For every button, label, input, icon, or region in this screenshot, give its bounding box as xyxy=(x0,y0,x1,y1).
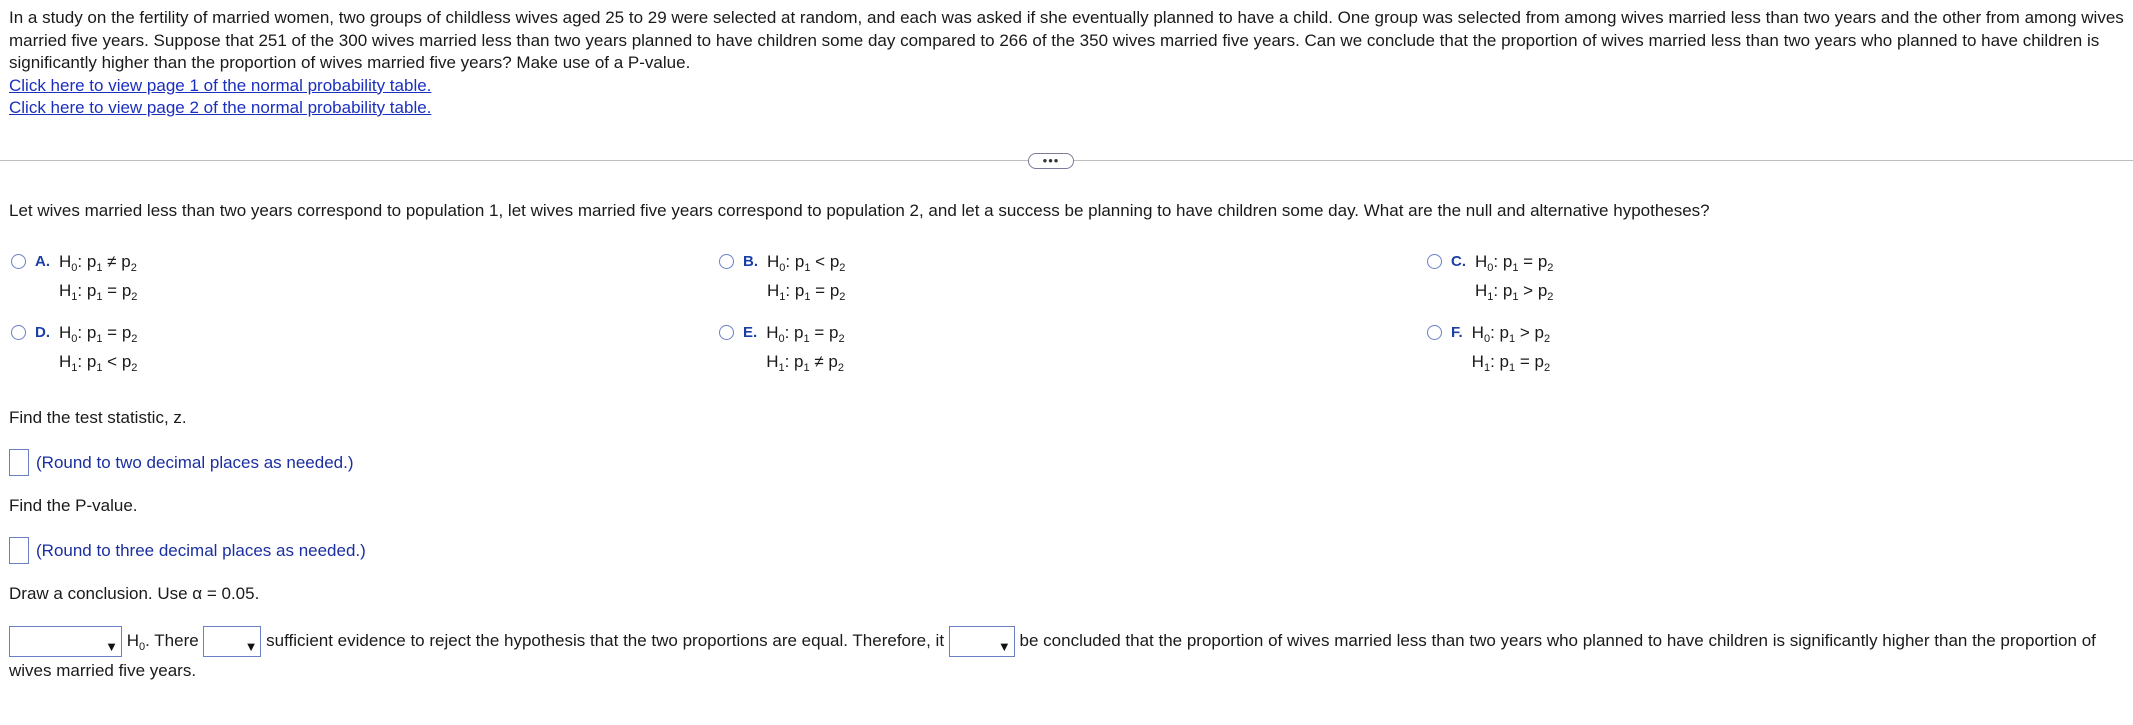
option-b-letter: B. xyxy=(743,253,758,270)
conclusion-mid-text: sufficient evidence to reject the hypothesis that the two proportions are equal. Therefore, it xyxy=(266,630,945,650)
test-statistic-hint: (Round to two decimal places as needed.) xyxy=(36,452,354,472)
hypotheses-prompt: Let wives married less than two years correspond to population 1, let wives married five years correspond to population 2, and let a success be planning to have children some day. What are the null and alternative hypotheses? xyxy=(9,201,1710,220)
option-f-h0: $H_0$: $p_1 > p_2$ xyxy=(1471,323,1551,345)
option-c-letter: C. xyxy=(1451,253,1466,270)
option-f-h1-relation: = xyxy=(1519,352,1530,371)
option-f-letter: F. xyxy=(1451,324,1463,341)
option-d-h1: $H_1$: $p_1 < p_2$ xyxy=(59,352,138,374)
option-b-h0: $H_0$: $p_1 < p_2$ xyxy=(767,252,846,274)
can-cannot-dropdown-arrow-icon: ▼ xyxy=(997,639,1011,654)
conclusion-prompt: Draw a conclusion. Use α = 0.05. xyxy=(9,584,260,603)
option-c-hypotheses xyxy=(1475,247,1553,305)
normal-table-page1-link[interactable]: Click here to view page 1 of the normal probability table. xyxy=(9,75,432,95)
option-d-h1-relation: < xyxy=(107,352,118,371)
option-e-h1: $H_1$: $p_1 \ne p_2$ xyxy=(766,352,845,374)
option-a[interactable] xyxy=(11,251,137,305)
option-e-hypotheses xyxy=(766,318,844,376)
option-b[interactable] xyxy=(719,251,845,305)
conclusion-after-h0: . There xyxy=(145,630,199,650)
option-f[interactable] xyxy=(1427,322,1550,376)
option-d-letter: D. xyxy=(35,324,50,341)
option-b-h1: $H_1$: $p_1 = p_2$ xyxy=(767,281,846,303)
option-a-h1: $H_1$: $p_1 = p_2$ xyxy=(59,281,138,303)
option-b-h1-relation: = xyxy=(815,281,826,300)
p-value-input[interactable] xyxy=(9,537,29,564)
option-a-h1-relation: = xyxy=(107,281,118,300)
option-d-hypotheses xyxy=(59,318,137,376)
option-d-h0-relation: = xyxy=(107,323,118,342)
option-c-h0: $H_0$: $p_1 = p_2$ xyxy=(1475,252,1554,274)
option-d-radio[interactable] xyxy=(11,325,26,340)
option-c[interactable] xyxy=(1427,251,1553,305)
can-cannot-dropdown[interactable] xyxy=(949,626,1015,657)
option-d-h0: $H_0$: $p_1 = p_2$ xyxy=(59,323,138,345)
option-b-h0-relation: < xyxy=(815,252,826,271)
conclusion-sentence xyxy=(9,626,2127,685)
option-d[interactable] xyxy=(11,322,137,376)
evidence-dropdown-arrow-icon: ▼ xyxy=(244,639,258,654)
option-b-hypotheses xyxy=(767,247,845,305)
test-statistic-input[interactable] xyxy=(9,449,29,476)
option-a-h0: $H_0$: $p_1 \ne p_2$ xyxy=(59,252,137,274)
option-c-radio[interactable] xyxy=(1427,254,1442,269)
option-e-letter: E. xyxy=(743,324,758,341)
decision-dropdown-arrow-icon: ▼ xyxy=(105,639,118,654)
test-statistic-prompt: Find the test statistic, z. xyxy=(9,408,187,427)
option-e-h1-relation: ≠ xyxy=(814,352,824,371)
conclusion-end-text: be concluded that the proportion of wives married less than two years who planned to have children is significantly higher than the proportion of wives married five years. xyxy=(9,630,2096,680)
p-value-answer xyxy=(9,537,366,564)
problem-text: In a study on the fertility of married women, two groups of childless wives aged 25 to 29 were selected at random, and each was asked if she eventually planned to have a child. One group was selected from among wives married less than two years and the other from among wives married five years. Suppose that 251 of the 300 wives married less than two years planned to have children some day compared to 266 of the 350 wives married five years. Can we conclude that the proportion of wives married less than two years who planned to have children is significantly higher than the proportion of wives married five years? Make use of a P-value. xyxy=(9,8,2124,72)
option-b-radio[interactable] xyxy=(719,254,734,269)
option-f-hypotheses xyxy=(1472,318,1550,376)
p-value-hint: (Round to three decimal places as needed.) xyxy=(36,540,366,560)
option-e-h0-relation: = xyxy=(814,323,825,342)
option-f-h0-relation: > xyxy=(1519,323,1530,342)
option-a-letter: A. xyxy=(35,253,50,270)
test-statistic-answer xyxy=(9,449,354,476)
problem-statement xyxy=(9,7,2124,120)
option-c-h0-relation: = xyxy=(1523,252,1534,271)
decision-dropdown[interactable] xyxy=(9,626,122,657)
conclusion-h0-letter: H xyxy=(126,630,140,650)
expand-more-button[interactable]: ••• xyxy=(1028,153,1074,169)
option-e-h0: $H_0$: $p_1 = p_2$ xyxy=(766,323,845,345)
option-e-radio[interactable] xyxy=(719,325,734,340)
normal-table-page2-link[interactable]: Click here to view page 2 of the normal probability table. xyxy=(9,98,432,117)
option-c-h1-relation: > xyxy=(1523,281,1534,300)
evidence-dropdown[interactable] xyxy=(203,626,261,657)
option-f-radio[interactable] xyxy=(1427,325,1442,340)
option-e[interactable] xyxy=(719,322,845,376)
option-c-h1: $H_1$: $p_1 > p_2$ xyxy=(1475,281,1554,303)
p-value-prompt: Find the P-value. xyxy=(9,496,138,515)
option-a-radio[interactable] xyxy=(11,254,26,269)
option-f-h1: $H_1$: $p_1 = p_2$ xyxy=(1471,352,1551,374)
option-a-h0-relation: ≠ xyxy=(107,252,117,271)
option-a-hypotheses xyxy=(59,247,137,305)
conclusion-h0: $H_0$. There xyxy=(126,630,199,653)
